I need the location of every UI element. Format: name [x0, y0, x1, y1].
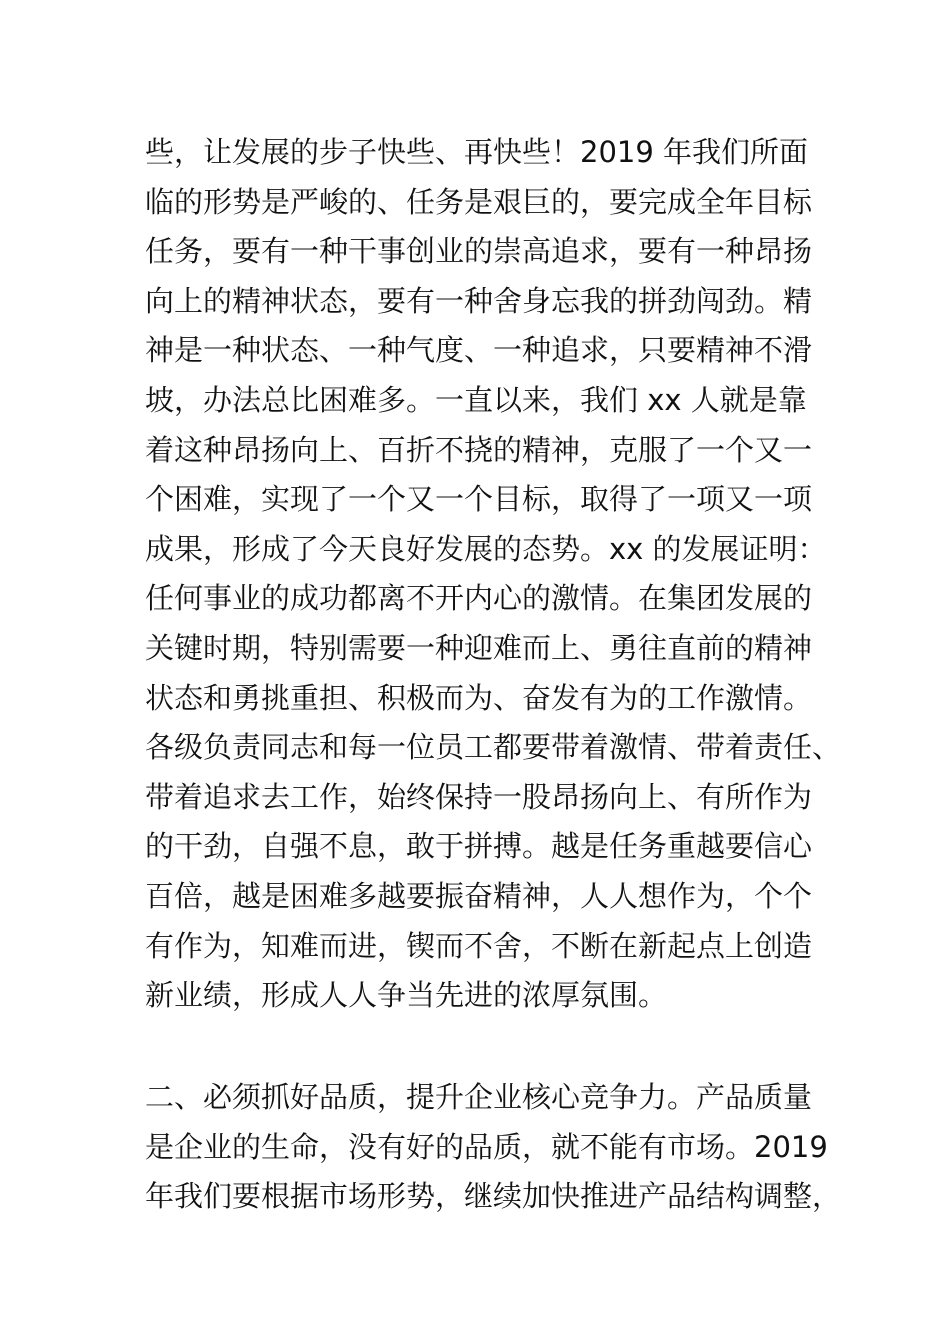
text-line: 状态和勇挑重担、积极而为、奋发有为的工作激情。 — [145, 680, 813, 715]
text-line: 坡，办法总比困难多。一直以来，我们 xx 人就是靠 — [145, 382, 807, 417]
text-line: 关键时期，特别需要一种迎难而上、勇往直前的精神 — [145, 630, 813, 665]
paragraph-spirit — [145, 128, 845, 1021]
text-line: 新业绩，形成人人争当先进的浓厚氛围。 — [145, 978, 668, 1013]
text-line: 成果，形成了今天良好发展的态势。xx 的发展证明： — [145, 531, 827, 566]
text-line: 年我们要根据市场形势，继续加快推进产品结构调整， — [145, 1179, 842, 1214]
text-line: 百倍，越是困难多越要振奋精神，人人想作为，个个 — [145, 878, 813, 913]
text-line: 临的形势是严峻的、任务是艰巨的，要完成全年目标 — [145, 184, 813, 219]
paragraph-quality — [145, 1073, 845, 1222]
text-line: 些，让发展的步子快些、再快些！2019 年我们所面 — [145, 135, 809, 169]
text-line: 向上的精神状态，要有一种舍身忘我的拼劲闯劲。精 — [145, 283, 813, 318]
text-line: 带着追求去工作，始终保持一股昂扬向上、有所作为 — [145, 779, 813, 814]
text-line: 神是一种状态、一种气度、一种追求，只要精神不滑 — [145, 333, 813, 368]
text-line: 有作为，知难而进，锲而不舍，不断在新起点上创造 — [145, 928, 813, 963]
text-line: 个困难，实现了一个又一个目标，取得了一项又一项 — [145, 482, 813, 517]
text-line: 着这种昂扬向上、百折不挠的精神，克服了一个又一 — [145, 432, 813, 467]
text-line: 的干劲，自强不息，敢于拼搏。越是任务重越要信心 — [145, 829, 813, 864]
text-line: 各级负责同志和每一位员工都要带着激情、带着责任、 — [145, 730, 842, 765]
text-line: 任务，要有一种干事创业的崇高追求，要有一种昂扬 — [145, 234, 813, 269]
text-line: 是企业的生命，没有好的品质，就不能有市场。2019 — [145, 1129, 828, 1164]
section-heading-line: 二、必须抓好品质，提升企业核心竞争力。产品质量 — [145, 1080, 813, 1114]
text-line: 任何事业的成功都离不开内心的激情。在集团发展的 — [145, 581, 813, 616]
